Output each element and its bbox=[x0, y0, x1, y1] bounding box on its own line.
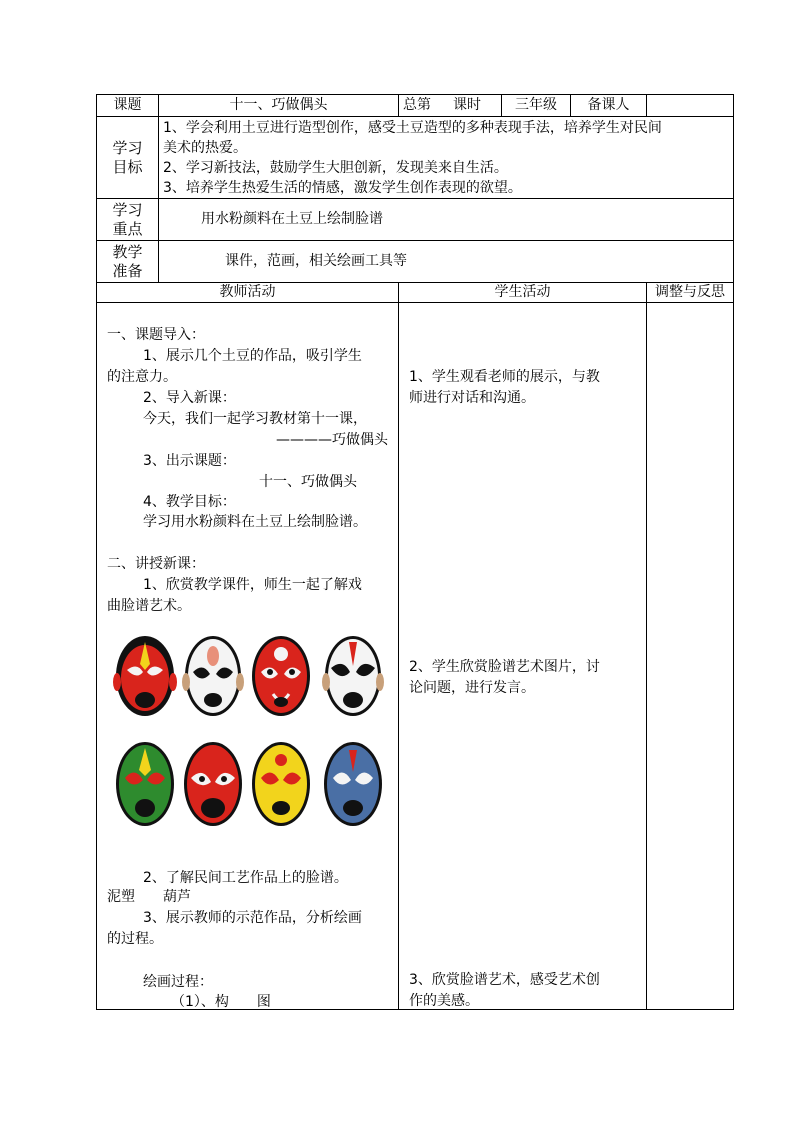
s1-item-4a: 学习用水粉颜料在土豆上绘制脸谱。 bbox=[143, 514, 367, 530]
topic-label: 课题 bbox=[97, 95, 159, 117]
mask-red-1 bbox=[113, 636, 177, 716]
activity-row bbox=[97, 303, 734, 1010]
student-item-2a: 2、学生欣赏脸谱艺术图片，讨 bbox=[409, 659, 600, 675]
mask-red-3 bbox=[184, 742, 242, 826]
topic-value: 十一、巧做偶头 bbox=[159, 95, 399, 117]
mask-red-2 bbox=[252, 636, 310, 716]
mask-blue bbox=[324, 742, 382, 826]
mask-white-2 bbox=[322, 636, 384, 716]
student-activity-header: 学生活动 bbox=[399, 283, 647, 303]
student-item-3a: 3、欣赏脸谱艺术，感受艺术创 bbox=[409, 972, 600, 988]
s2-item-2: 2、了解民间工艺作品上的脸谱。 bbox=[143, 870, 348, 886]
objective-line-1b: 美术的热爱。 bbox=[163, 139, 247, 156]
key-points-row bbox=[97, 199, 734, 241]
s2-item-4: 绘画过程： bbox=[143, 974, 213, 990]
objective-line-3: 3、培养学生热爱生活的情感，激发学生创作表现的欲望。 bbox=[163, 179, 522, 196]
student-item-2b: 论问题，进行发言。 bbox=[409, 680, 535, 696]
total-label: 总第 bbox=[403, 97, 431, 113]
student-activity-cell bbox=[399, 303, 647, 1010]
s1-item-3a: 十一、巧做偶头 bbox=[259, 474, 357, 490]
s2-item-2a: 泥塑 葫芦 bbox=[107, 889, 191, 905]
objective-line-2: 2、学习新技法，鼓励学生大胆创新，发现美来自生活。 bbox=[163, 159, 508, 176]
s1-item-4: 4、教学目标： bbox=[143, 494, 236, 510]
total-period-cell bbox=[399, 95, 502, 117]
s2-item-3b: 的过程。 bbox=[107, 931, 163, 947]
opera-masks-image bbox=[109, 626, 389, 842]
s2-item-3a: 3、展示教师的示范作品，分析绘画 bbox=[143, 910, 362, 926]
s1-item-3: 3、出示课题： bbox=[143, 453, 236, 469]
s2-item-1a: 1、欣赏教学课件，师生一起了解戏 bbox=[143, 577, 362, 593]
column-header-row bbox=[97, 283, 734, 303]
preparer-label: 备课人 bbox=[571, 95, 647, 117]
key-points-content: 用水粉颜料在土豆上绘制脸谱 bbox=[159, 199, 734, 241]
teacher-activity-cell bbox=[97, 303, 399, 1010]
student-item-1b: 师进行对话和沟通。 bbox=[409, 390, 535, 406]
mask-white-1 bbox=[182, 636, 244, 716]
objective-line-1: 1、学会利用土豆进行造型创作，感受土豆造型的多种表现手法，培养学生对民间 bbox=[163, 119, 662, 136]
mask-yellow bbox=[252, 742, 310, 826]
section-1-title: 一、课题导入： bbox=[107, 327, 205, 343]
objectives-row bbox=[97, 117, 734, 199]
mask-green bbox=[116, 742, 174, 826]
s1-item-1a: 1、展示几个土豆的作品，吸引学生 bbox=[143, 348, 362, 364]
s2-item-1b: 曲脸谱艺术。 bbox=[107, 598, 191, 614]
student-item-1a: 1、学生观看老师的展示，与教 bbox=[409, 369, 600, 385]
preparer-value bbox=[647, 95, 734, 117]
student-item-3b: 作的美感。 bbox=[409, 993, 479, 1009]
preparation-content: 课件，范画，相关绘画工具等 bbox=[159, 241, 734, 283]
section-2-title: 二、讲授新课： bbox=[107, 556, 205, 572]
objectives-label: 学习 目标 bbox=[97, 117, 159, 199]
reflection-header: 调整与反思 bbox=[647, 283, 734, 303]
period-label: 课时 bbox=[453, 97, 481, 113]
grade-value: 三年级 bbox=[502, 95, 571, 117]
key-points-label: 学习 重点 bbox=[97, 199, 159, 241]
preparation-row bbox=[97, 241, 734, 283]
lesson-plan-table bbox=[96, 94, 734, 1010]
s1-item-2b: ————巧做偶头 bbox=[276, 432, 388, 448]
s2-item-4a: （1）、构 图 bbox=[171, 994, 271, 1010]
s1-item-2: 2、导入新课： bbox=[143, 390, 236, 406]
s1-item-2a: 今天，我们一起学习教材第十一课， bbox=[143, 411, 367, 427]
preparation-label: 教学 准备 bbox=[97, 241, 159, 283]
teacher-activity-header: 教师活动 bbox=[97, 283, 399, 303]
objectives-content bbox=[159, 117, 734, 199]
header-row bbox=[97, 95, 734, 117]
s1-item-1b: 的注意力。 bbox=[107, 369, 177, 385]
reflection-cell bbox=[647, 303, 734, 1010]
